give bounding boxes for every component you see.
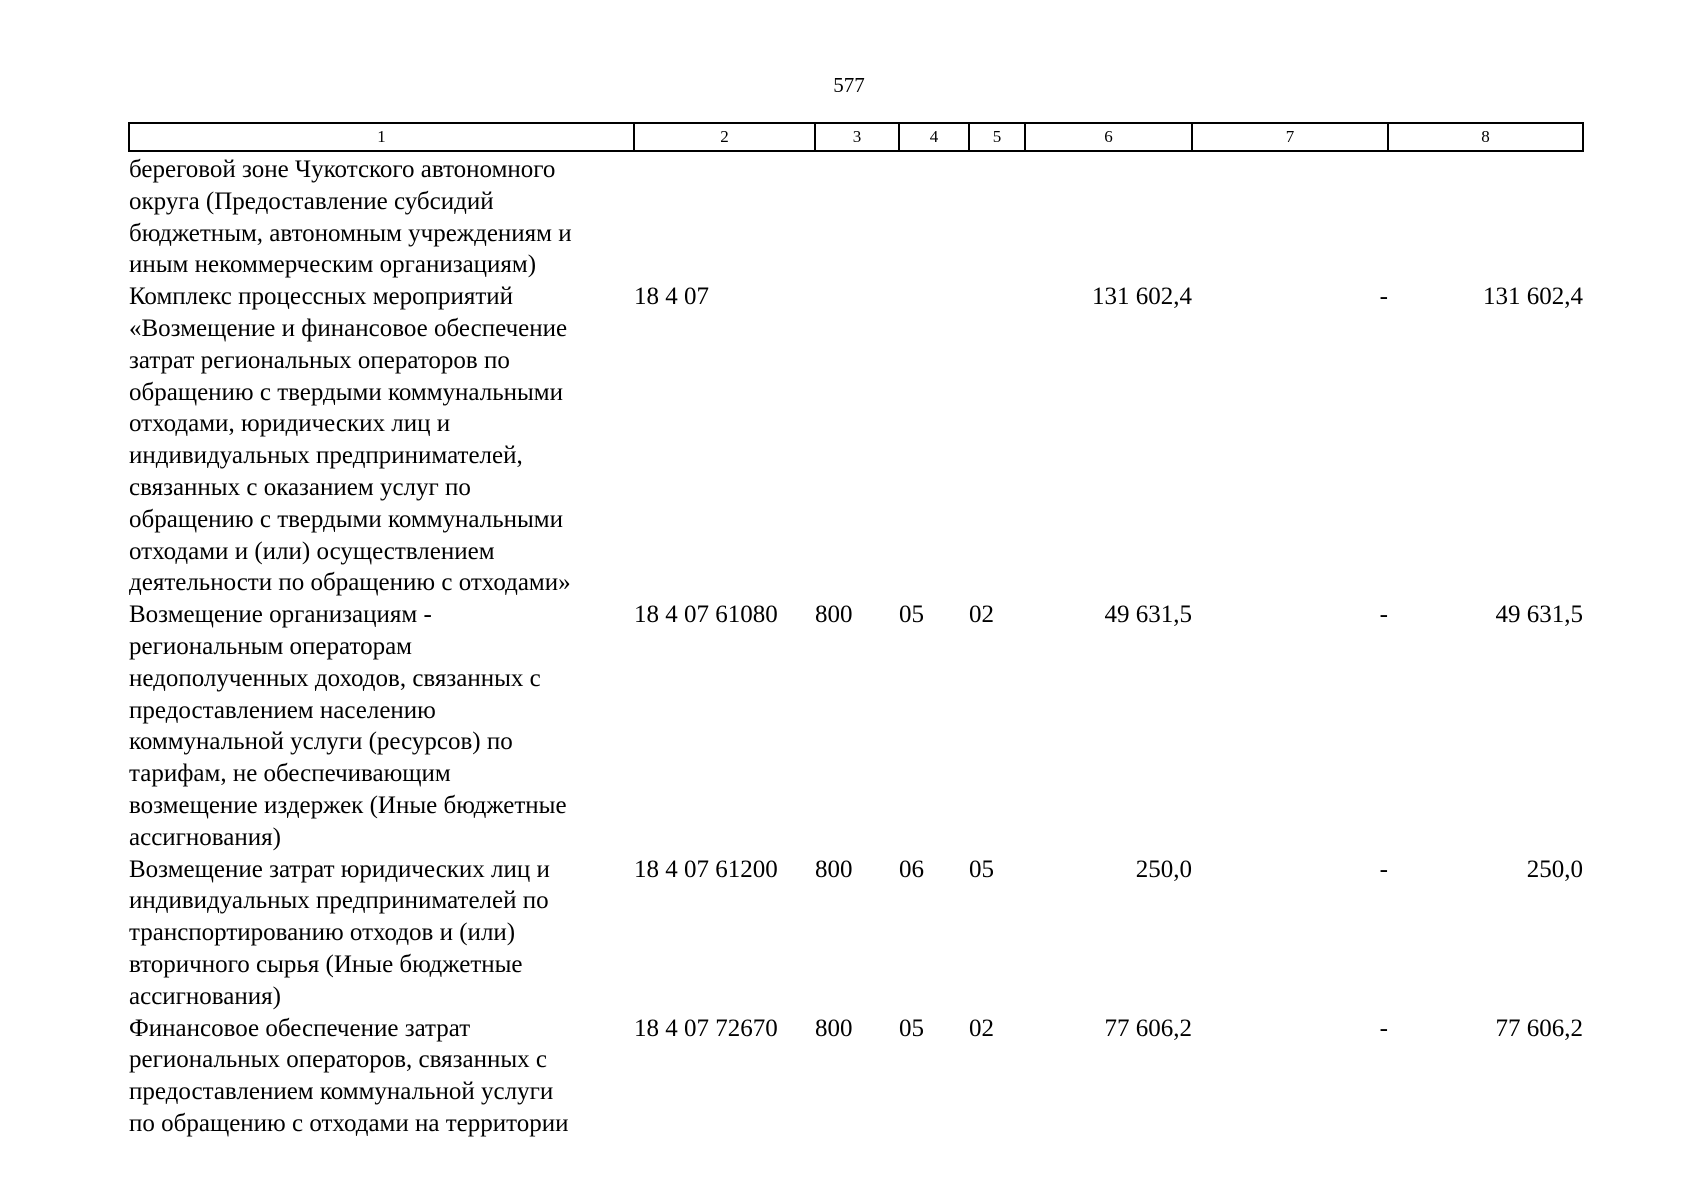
row-change: - [1379, 1014, 1388, 1042]
description-line: тарифам, не обеспечивающим [129, 760, 451, 788]
table-row [129, 854, 1583, 1013]
row-type [815, 281, 899, 599]
row-change: - [1379, 601, 1388, 629]
row-amount: 49 631,5 [1104, 601, 1192, 629]
column-number-5: 5 [969, 123, 1025, 151]
row-subsection [969, 281, 1025, 599]
row-subsection: 02 [969, 1014, 994, 1042]
page-number: 577 [833, 73, 865, 97]
row-amount: 131 602,4 [1092, 283, 1192, 311]
description-line: по обращению с отходами на территории [129, 1109, 569, 1137]
row-total: 250,0 [1526, 855, 1583, 883]
column-number-2: 2 [634, 123, 815, 151]
description-line: Комплекс процессных мероприятий [129, 283, 514, 311]
description-line: береговой зоне Чукотского автономного [129, 156, 556, 183]
table-body [129, 151, 1583, 1140]
description-line: «Возмещение и финансовое обеспечение [129, 314, 568, 342]
row-total: 49 631,5 [1495, 601, 1583, 629]
row-code: 18 4 07 61200 [634, 855, 778, 883]
description-line: Возмещение затрат юридических лиц и [129, 855, 550, 883]
row-total: 77 606,2 [1495, 1014, 1583, 1042]
description-line: обращению с твердыми коммунальными [129, 378, 563, 406]
row-type: 800 [815, 601, 853, 629]
description-line: региональных операторов, связанных с [129, 1046, 547, 1074]
description-line: Возмещение организациям - [129, 601, 432, 629]
row-subsection [969, 151, 1025, 281]
table-row [129, 1013, 1583, 1140]
column-number-7: 7 [1192, 123, 1388, 151]
row-total [1388, 151, 1583, 281]
description-line: возмещение издержек (Иные бюджетные [129, 791, 567, 819]
description-line: вторичного сырья (Иные бюджетные [129, 950, 523, 978]
row-type [815, 151, 899, 281]
row-section [899, 151, 969, 281]
description-line: обращению с твердыми коммунальными [129, 505, 563, 533]
table-header-row [129, 123, 1583, 151]
description-line: индивидуальных предпринимателей, [129, 442, 523, 470]
row-total: 131 602,4 [1483, 283, 1583, 311]
description-line: бюджетным, автономным учреждениям и [129, 219, 572, 247]
row-subsection: 05 [969, 855, 994, 883]
row-amount: 77 606,2 [1104, 1014, 1192, 1042]
row-section [899, 281, 969, 599]
row-change: - [1379, 855, 1388, 883]
column-number-4: 4 [899, 123, 969, 151]
description-line: индивидуальных предпринимателей по [129, 887, 549, 915]
description-line: округа (Предоставление субсидий [129, 187, 494, 215]
description-line: ассигнования) [129, 823, 281, 851]
column-number-3: 3 [815, 123, 899, 151]
row-type: 800 [815, 1014, 853, 1042]
description-line: предоставлением коммунальной услуги [129, 1078, 554, 1106]
row-section: 06 [899, 855, 924, 883]
column-number-8: 8 [1388, 123, 1583, 151]
description-line: деятельности по обращению с отходами» [129, 569, 571, 597]
row-description [129, 151, 634, 281]
row-description [129, 599, 634, 853]
description-line: предоставлением населению [129, 696, 436, 724]
row-section: 05 [899, 1014, 924, 1042]
description-line: иным некоммерческим организациям) [129, 251, 537, 279]
table-header [129, 123, 1583, 151]
row-code: 18 4 07 61080 [634, 601, 778, 629]
row-change: - [1379, 283, 1388, 311]
row-section: 05 [899, 601, 924, 629]
row-code [634, 151, 815, 281]
row-amount: 250,0 [1135, 855, 1192, 883]
row-description [129, 281, 634, 599]
description-line: связанных с оказанием услуг по [129, 473, 471, 501]
description-line: отходами и (или) осуществлением [129, 537, 495, 565]
row-change [1192, 151, 1388, 281]
row-subsection: 02 [969, 601, 994, 629]
description-line: недополученных доходов, связанных с [129, 664, 541, 692]
row-description [129, 1013, 634, 1140]
row-type: 800 [815, 855, 853, 883]
description-line: ассигнования) [129, 982, 281, 1010]
table-row [129, 151, 1583, 281]
row-description [129, 854, 634, 1013]
description-line: транспортированию отходов и (или) [129, 919, 516, 947]
description-line: отходами, юридических лиц и [129, 410, 451, 438]
description-line: Финансовое обеспечение затрат [129, 1014, 471, 1042]
description-line: затрат региональных операторов по [129, 346, 510, 374]
table-row [129, 599, 1583, 853]
table-row [129, 281, 1583, 599]
row-amount [1025, 151, 1192, 281]
description-line: региональным операторам [129, 632, 412, 660]
row-code: 18 4 07 [634, 283, 709, 311]
description-line: коммунальной услуги (ресурсов) по [129, 728, 513, 756]
row-code: 18 4 07 72670 [634, 1014, 778, 1042]
column-number-6: 6 [1025, 123, 1192, 151]
column-number-1: 1 [129, 123, 634, 151]
budget-table [128, 122, 1584, 1140]
